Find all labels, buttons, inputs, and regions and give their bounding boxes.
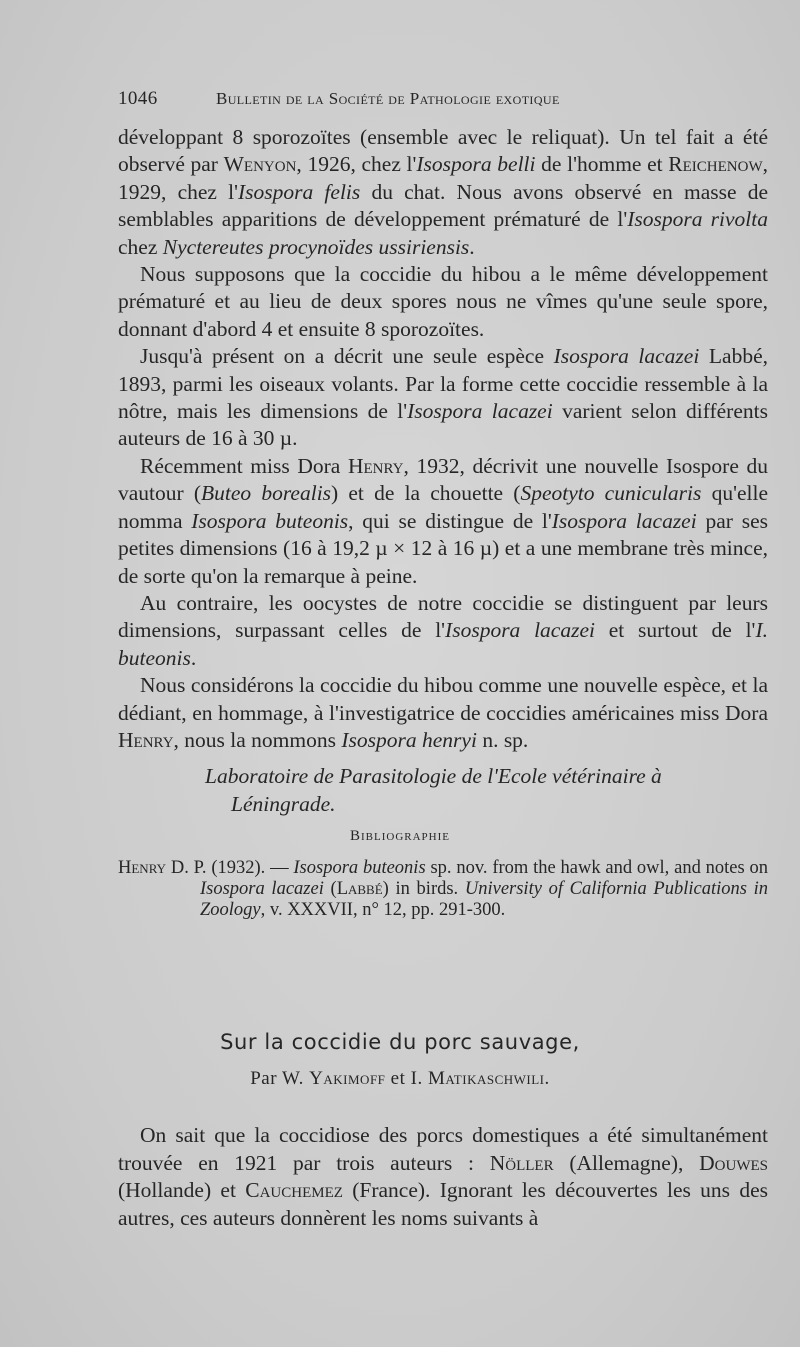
paragraph-2: Nous supposons que la coccidie du hibou a le même développement prématuré et au lieu de deux spores nous ne vîmes qu'une seule spore, donnant d'abord 4 et ensuite 8 sporozoïtes. [118,262,768,341]
article-title: Sur la coccidie du porc sauvage, [220,1030,580,1054]
paragraph-3: Jusqu'à présent on a décrit une seule espèce Isospora lacazei Labbé, 1893, parmi les oiseaux volants. Par la forme cette coccidie ressemble à la nôtre, mais les dimensions de l'Isospora lacazei varient selon différents auteurs de 16 à 30 µ. [118,344,768,451]
paragraph-6: Nous considérons la coccidie du hibou comme une nouvelle espèce, et la dédiant, en hommage, à l'investigatrice de coccidies américaines miss Dora Henry, nous la nommons Isospora henryi n. sp. [118,673,768,752]
bibliography-entry: Henry D. P. (1932). — Isospora buteonis sp. nov. from the hawk and owl, and notes on Isospora lacazei (Labbé) in birds. University of California Publications in Zoology, v. XXXVII, n° 12, pp. 291-300. [118,858,769,920]
bibliography [118,858,768,921]
page-number: 1046 [118,88,158,109]
affiliation-line-1: Laboratoire de Parasitologie de l'Ecole vétérinaire à [205,764,662,788]
affiliation-line-2: Léningrade. [231,792,336,816]
running-title: Bulletin de la Société de Pathologie exotique [216,89,560,108]
bibliography-heading: Bibliographie [350,828,450,844]
article-body-continued [118,124,768,754]
article-authors: Par W. Yakimoff et I. Matikaschwili. [250,1068,550,1089]
paragraph-1: développant 8 sporozoïtes (ensemble avec le reliquat). Un tel fait a été observé par Wenyon, 1926, chez l'Isospora belli de l'homme et Reichenow, 1929, chez l'Isospora felis du chat. Nous avons observé en masse de semblables apparitions de développement prématuré de l'Isospora rivolta chez Nyctereutes procynoïdes ussiriensis. [118,125,768,259]
running-header [118,88,678,110]
paragraph-4: Récemment miss Dora Henry, 1932, décrivit une nouvelle Isospore du vautour (Buteo borealis) et de la chouette (Speotyto cunicularis qu'elle nomma Isospora buteonis, qui se distingue de l'Isospora lacazei par ses petites dimensions (16 à 19,2 µ × 12 à 16 µ) et a une membrane très mince, de sorte qu'on la remarque à peine. [118,453,768,588]
paragraph-5: Au contraire, les oocystes de notre coccidie se distinguent par leurs dimensions, surpassant celles de l'Isospora lacazei et surtout de l'I. buteonis. [118,590,768,670]
paragraph-7: On sait que la coccidiose des porcs domestiques a été simultanément trouvée en 1921 par trois auteurs : Nöller (Allemagne), Douwes (Hollande) et Cauchemez (France). Ignorant les découvertes les uns des autres, ces auteurs donnèrent les noms suivants à [118,1123,768,1230]
affiliation [205,762,765,818]
article-body-new [118,1122,768,1232]
